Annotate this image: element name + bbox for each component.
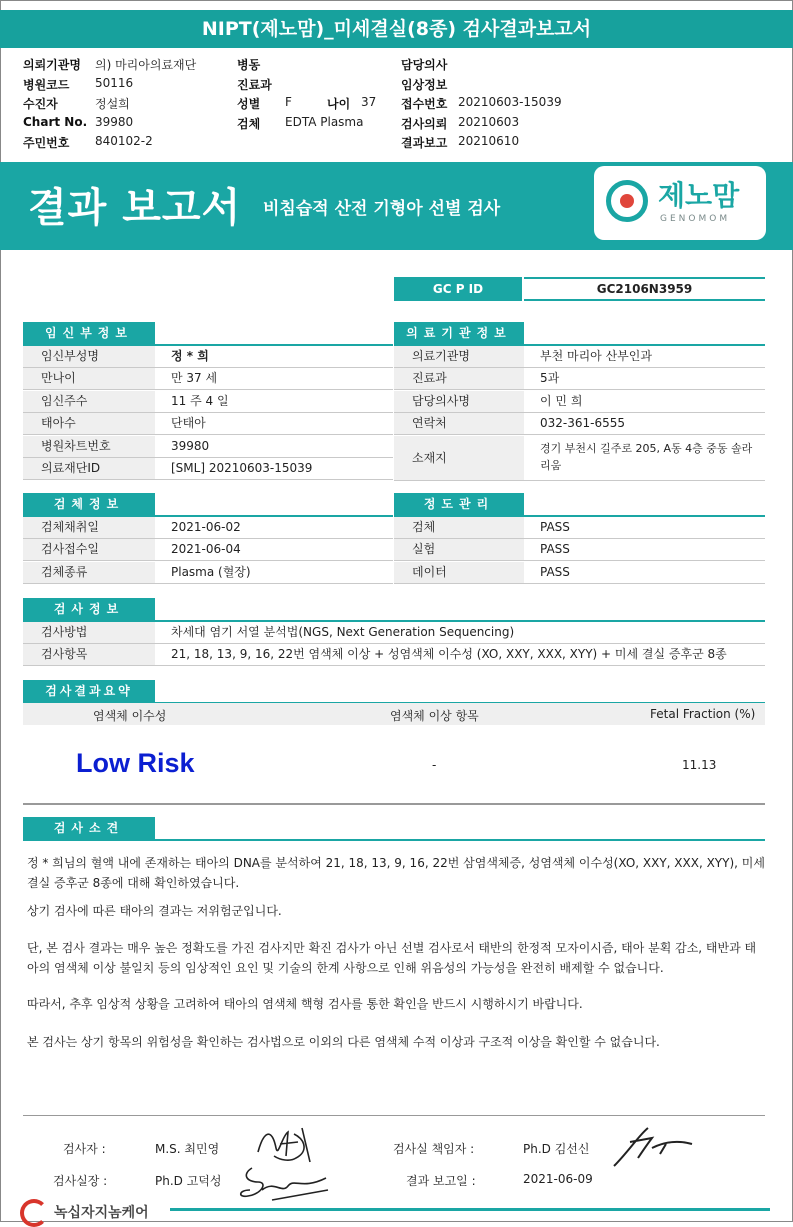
field-receipt-no-value: 20210603-15039 [458,95,562,109]
field-chart-no: Chart No. [23,115,88,129]
specimen-row-label: 검체종류 [23,562,155,583]
pregnant-row [23,436,393,458]
field-patient: 수진자 [23,97,58,111]
field-hospital-code: 병원코드 [23,78,70,92]
field-report-date: 결과보고 [401,136,448,150]
summary-col-abnormal: 염색체 이상 항목 [390,709,479,723]
field-specimen-value: EDTA Plasma [285,115,364,129]
pregnant-row-label: 임신주수 [23,391,155,412]
field-specimen: 검체 [237,117,261,131]
summary-col-fetal-fraction: Fetal Fraction (%) [650,707,756,721]
field-ward: 병동 [237,58,261,72]
section-qc-title: 정도관리 [394,493,524,515]
test-row-label: 검사항목 [23,644,155,665]
lab-head-name: Ph.D 김선신 [523,1142,590,1156]
field-resident-no-value: 840102-2 [95,134,153,148]
qc-row-value: PASS [540,520,570,534]
section-pregnant-title: 임신부정보 [23,322,155,344]
qc-row-label: 실험 [394,539,524,560]
qc-row [394,539,765,561]
field-sex: 성별 [237,97,261,111]
institution-row-value: 032-361-6555 [540,416,626,430]
lab-chief-name: Ph.D 고덕성 [155,1174,222,1188]
opinion-paragraph-5: 본 검사는 상기 항목의 위험성을 확인하는 검사법으로 이외의 다른 염색체 수적 이상과 구조적 이상을 확인할 수 없습니다. [27,1035,660,1049]
company-logo-icon [20,1199,48,1227]
field-patient-value: 정설희 [95,97,130,111]
report-title: NIPT(제노맘)_미세결실(8종) 검사결과보고서 [0,10,793,48]
field-receipt-no: 접수번호 [401,97,448,111]
lab-chief-label: 검사실장 : [53,1174,108,1188]
summary-col-aneuploidy: 염색체 이수성 [93,709,167,723]
institution-row-value: 부천 마리아 산부인과 [540,349,652,363]
institution-row-value: 경기 부천시 길주로 205, A동 4층 중동 솔라리움 [540,442,753,472]
field-request-date-value: 20210603 [458,115,520,129]
pregnant-row-label: 병원차트번호 [23,436,155,457]
pregnant-row-label: 만나이 [23,368,155,389]
section-line [23,839,765,841]
pregnant-row-value: [SML] 20210603-15039 [171,461,313,475]
qc-row [394,562,765,584]
institution-row [394,346,765,368]
pregnant-row-value: 39980 [171,439,210,453]
pregnant-row-value: 정 * 희 [171,349,209,363]
summary-header [23,703,765,725]
lab-chief-signature [232,1160,332,1206]
field-clinical-info: 임상정보 [401,78,448,92]
field-institution: 의뢰기관명 [23,58,81,72]
qc-row [394,517,765,539]
institution-row [394,436,765,481]
report-banner [0,162,793,250]
header-info [0,48,793,158]
institution-row-label: 진료과 [394,368,524,389]
section-opinion-title: 검사소견 [23,817,155,839]
institution-row-label: 담당의사명 [394,391,524,412]
report-date-label: 결과 보고일 : [406,1174,476,1188]
pregnant-row [23,368,393,390]
gcp-id-value: GC2106N3959 [524,277,765,301]
specimen-row-label: 검체채취일 [23,517,155,538]
banner-title: 결과 보고서 [28,185,242,231]
specimen-row [23,562,393,584]
qc-row-value: PASS [540,565,570,579]
field-age: 나이 [327,97,351,111]
institution-row-value: 5과 [540,371,560,385]
pregnant-row [23,391,393,413]
field-request-date: 검사의뢰 [401,117,448,131]
opinion-paragraph-1: 정 * 희님의 혈액 내에 존재하는 태아의 DNA를 분석하여 21, 18, 13, 9, 16, 22번 삼염색체증, 성염색체 이수성(XO, XXY, XXX, XYY), 미세 결실 증후군 8종에 대해 확인하였습니다. [27,856,765,890]
pregnant-row [23,413,393,435]
footer-line [170,1208,770,1211]
section-test-title: 검사정보 [23,598,155,620]
genomom-logo [594,166,766,240]
opinion-paragraph-3: 단, 본 검사 결과는 매우 높은 정확도를 가진 검사지만 확진 검사가 아닌 선별 검사로서 태반의 한정적 모자이시즘, 태아 분획 감소, 태반과 태아의 염색체 이상 불일치 등의 임상적인 요인 및 기술의 한계 사항으로 인해 위음성의 가능성을 완전히 배제할 수 없습니다. [27,941,757,975]
field-doctor: 담당의사 [401,58,448,72]
opinion-paragraph-2: 상기 검사에 따른 태아의 결과는 저위험군입니다. [27,904,282,918]
lab-head-label: 검사실 책임자 : [393,1142,475,1156]
institution-row-label: 소재지 [394,436,524,480]
logo-subtext: GENOMOM [660,214,731,224]
pregnant-row [23,458,393,480]
lab-head-signature [608,1122,698,1170]
field-sex-value: F [285,95,292,109]
pregnant-row-value: 11 주 4 일 [171,394,229,408]
qc-row-label: 검체 [394,517,524,538]
specimen-row [23,517,393,539]
field-institution-value: 의) 마리아의료재단 [95,58,197,72]
banner-subtitle: 비침습적 산전 기형아 선별 검사 [263,199,501,219]
logo-mark-icon [606,180,648,222]
fetal-fraction-value: 11.13 [682,758,717,772]
institution-row [394,413,765,435]
test-row-value: 차세대 염기 서열 분석법(NGS, Next Generation Sequencing) [171,625,515,639]
report-date-value: 2021-06-09 [523,1172,593,1186]
section-summary-title: 검사결과요약 [23,680,155,702]
abnormal-items-value: - [432,758,437,772]
field-age-value: 37 [361,95,377,109]
summary-bottom-line [23,803,765,805]
qc-row-label: 데이터 [394,562,524,583]
signature-divider [23,1115,765,1116]
institution-row [394,391,765,413]
company-name: 녹십자지놈케어 [54,1205,149,1221]
institution-row [394,368,765,390]
institution-row-value: 이 민 희 [540,394,583,408]
specimen-row-value: Plasma (혈장) [171,565,251,579]
test-row [23,644,765,666]
tester-name: M.S. 최민영 [155,1142,220,1156]
opinion-paragraph-4: 따라서, 추후 임상적 상황을 고려하여 태아의 염색체 핵형 검사를 통한 확인을 반드시 시행하시기 바랍니다. [27,997,583,1011]
institution-row-label: 의료기관명 [394,346,524,367]
field-resident-no: 주민번호 [23,136,70,150]
pregnant-row-value: 단태아 [171,416,206,430]
test-row-label: 검사방법 [23,622,155,643]
test-row [23,622,765,644]
specimen-row [23,539,393,561]
field-report-date-value: 20210610 [458,134,520,148]
pregnant-row-label: 의료재단ID [23,458,155,479]
field-chart-no-value: 39980 [95,115,134,129]
specimen-row-value: 2021-06-02 [171,520,241,534]
field-dept: 진료과 [237,78,272,92]
pregnant-row [23,346,393,368]
section-institution-title: 의료기관정보 [394,322,524,344]
specimen-row-value: 2021-06-04 [171,542,241,556]
pregnant-row-label: 임신부성명 [23,346,155,367]
logo-text: 제노맘 [658,179,740,212]
tester-label: 검사자 : [63,1142,106,1156]
gcp-id-label: GC P ID [394,277,522,301]
institution-row-label: 연락처 [394,413,524,434]
pregnant-row-value: 만 37 세 [171,371,218,385]
field-hospital-code-value: 50116 [95,76,134,90]
test-row-value: 21, 18, 13, 9, 16, 22번 염색체 이상 + 성염색체 이수성 (XO, XXY, XXX, XYY) + 미세 결실 증후군 8종 [171,647,727,661]
section-specimen-title: 검체정보 [23,493,155,515]
pregnant-row-label: 태아수 [23,413,155,434]
specimen-row-label: 검사접수일 [23,539,155,560]
qc-row-value: PASS [540,542,570,556]
risk-result: Low Risk [76,748,195,778]
